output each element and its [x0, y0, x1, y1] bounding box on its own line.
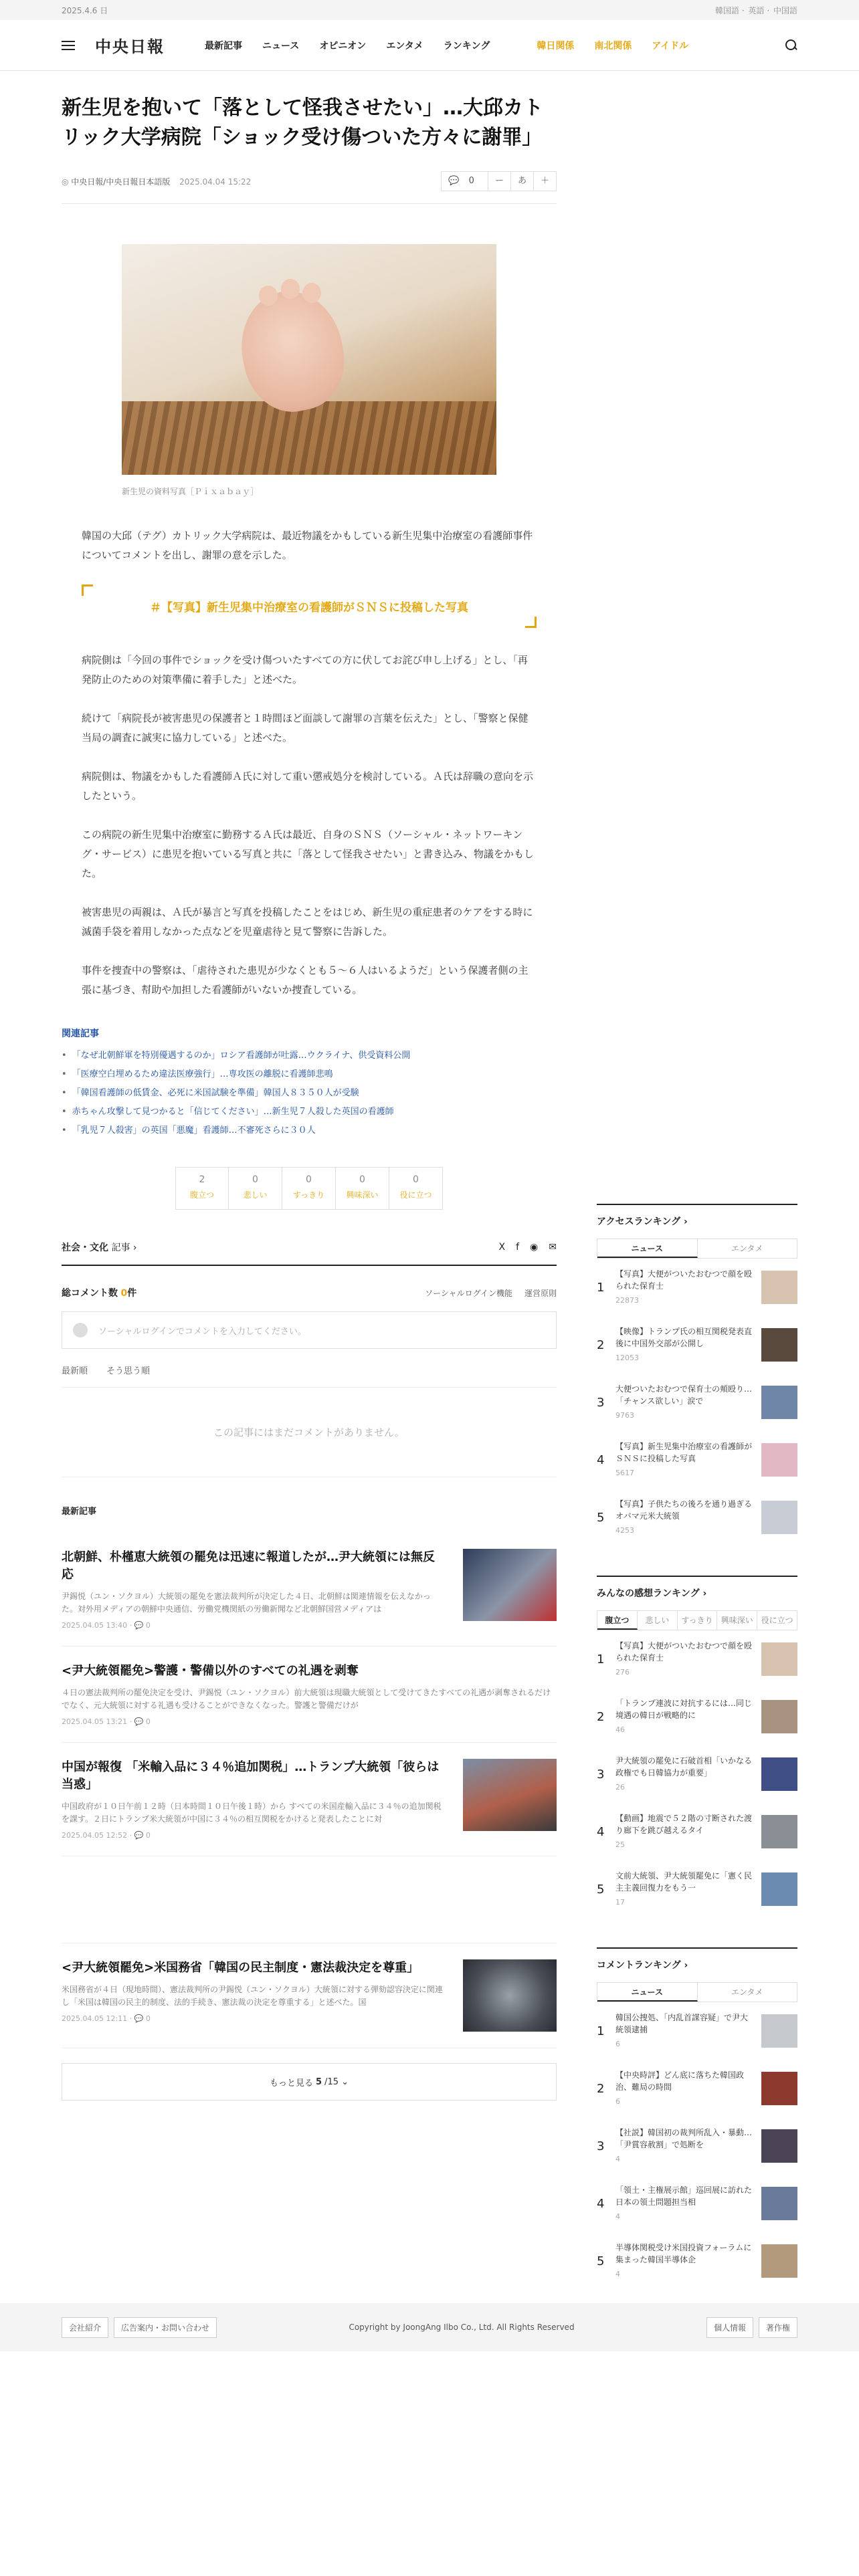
- rank-number: 5: [597, 2254, 605, 2268]
- article-paragraph: 病院側は「今回の事件でショックを受け傷ついたすべての方に伏してお詫び申し上げる」とし、「再発防止のための対策準備に着手した」と述べた。: [82, 654, 528, 685]
- ranking-title: 【写真】大便がついたおむつで顔を殴られた保育士: [615, 1269, 753, 1291]
- latest-list: [62, 1533, 557, 2048]
- copyright: Copyright by JoongAng Ilbo Co., Ltd. All Rights Reserved: [349, 2323, 575, 2332]
- latest-item[interactable]: [62, 1533, 557, 1646]
- menu-icon[interactable]: [62, 41, 75, 50]
- avatar-icon: [73, 1323, 88, 1337]
- ranking-title: 【写真】子供たちの後ろを通り過ぎるオバマ元米大統領: [615, 1499, 753, 1521]
- reaction-relieved[interactable]: [282, 1167, 336, 1210]
- feeling-ranking-title[interactable]: みんなの感想ランキング ›: [597, 1576, 797, 1606]
- ranking-title: 尹大統領の罷免に石破首相「いかなる政権でも日韓協力が重要」: [615, 1756, 753, 1778]
- toe-graphic: [281, 279, 300, 299]
- ranking-count: 6: [615, 2097, 620, 2106]
- reaction-count: 2: [199, 1174, 205, 1185]
- comment-ranking-title[interactable]: コメントランキング ›: [597, 1947, 797, 1978]
- rank-number: 2: [597, 1709, 605, 1724]
- rank-number: 5: [597, 1882, 605, 1897]
- ranking-thumbnail: [761, 1872, 797, 1906]
- nav-idol[interactable]: アイドル: [652, 40, 689, 51]
- lang-chinese[interactable]: 中国語: [773, 5, 797, 15]
- access-ranking-title[interactable]: アクセスランキング ›: [597, 1204, 797, 1235]
- comments-title: 総コメント数: [62, 1288, 118, 1299]
- current-date: 2025.4.6 日: [62, 5, 108, 15]
- tab-news[interactable]: ニュース: [597, 1239, 698, 1258]
- latest-headline[interactable]: <尹大統領罷免>米国務省「韓国の民主制度・憲法裁決定を尊重」: [62, 1961, 419, 1975]
- ranking-count: 4253: [615, 1526, 634, 1535]
- reaction-label: すっきり: [292, 1190, 325, 1200]
- latest-thumbnail[interactable]: [463, 1959, 557, 2032]
- feeling-ranking: [597, 1576, 797, 1918]
- nav-news[interactable]: ニュース: [262, 40, 300, 51]
- comment-input[interactable]: [62, 1311, 557, 1349]
- tab-sad[interactable]: 悲しい: [638, 1611, 678, 1630]
- comment-ranking: [597, 1947, 797, 2290]
- comment-count: 0: [468, 176, 474, 186]
- ranking-text: [615, 1697, 761, 1736]
- latest-item[interactable]: [62, 1743, 557, 1856]
- ranking-count: 4: [615, 2212, 620, 2221]
- rank-number: 1: [597, 2024, 605, 2038]
- tab-entertainment[interactable]: エンタメ: [731, 1244, 763, 1253]
- comments-total: [62, 1286, 136, 1299]
- ranking-text: [615, 1498, 761, 1537]
- latest-headline[interactable]: 中国が報復 「米輸入品に３４％追加関税」…トランプ大統領「彼らは当惑」: [62, 1760, 440, 1792]
- ranking-title: 【動画】地震で５２階の寸断された渡り廊下を跳び越えるタイ: [615, 1814, 753, 1835]
- email-share-icon[interactable]: ✉: [549, 1242, 557, 1253]
- x-share-icon[interactable]: X: [498, 1242, 506, 1253]
- reaction-label: 興味深い: [346, 1190, 379, 1200]
- latest-comment-count: 0: [145, 2014, 151, 2023]
- ranking-title: 文前大統領、尹大統領罷免に「憲く民主主義回復力をもう一: [615, 1871, 753, 1893]
- search-icon[interactable]: [785, 39, 797, 51]
- ranking-text: [615, 1640, 761, 1679]
- ranking-title: 【映像】トランプ氏の相互関税発表直後に中国外交部が公開し: [615, 1327, 753, 1348]
- rank-number: 3: [597, 1767, 605, 1782]
- ranking-text: [615, 2069, 761, 2108]
- related-articles: [62, 1027, 557, 1140]
- category-suffix: 記事 ›: [111, 1243, 137, 1253]
- reaction-interesting[interactable]: [336, 1167, 389, 1210]
- article-paragraph: 韓国の大邱（テグ）カトリック大学病院は、最近物議をかもしている新生児集中治療室の看護師事件についてコメントを出し、謝罪の意を示した。: [82, 530, 533, 561]
- article-headline: 新生児を抱いて「落として怪我させたい」…大邱カトリック大学病院「ショック受け傷ついた方々に謝罪」: [62, 96, 543, 149]
- sort-newest[interactable]: 最新順: [62, 1366, 88, 1376]
- article-paragraph: この病院の新生児集中治療室に勤務するＡ氏は最近、自身のＳＮＳ（ソーシャル・ネットワーキング・サービス）に患児を抱いている写真と共に「落として怪我させたい」と書き込み、物議をかもした。: [82, 829, 534, 879]
- comment-ranking-tabs: [597, 1982, 797, 2002]
- ranking-count: 46: [615, 1725, 625, 1734]
- ranking-title: 大便ついたおむつで保育士の頬殴り…「チャンス欲しい」涙で: [615, 1384, 753, 1406]
- latest-date: 2025.04.05 12:52: [62, 1831, 128, 1840]
- related-title: 関連記事: [62, 1029, 99, 1039]
- ranking-title: 【社説】韓国初の裁判所乱入・暴動…「尹賞容赦割」で処断を: [615, 2128, 753, 2149]
- ranking-count: 6: [615, 2040, 620, 2048]
- ranking-count: 5617: [615, 1469, 634, 1477]
- ranking-thumbnail: [761, 1386, 797, 1419]
- ad-space: [62, 1856, 557, 1943]
- article-paragraph: 病院側は、物議をかもした看護師Ａ氏に対して重い懲戒処分を検討している。Ａ氏は辞職の意向を示したという。: [82, 770, 534, 802]
- nav-korea-japan[interactable]: 韓日関係: [537, 40, 575, 51]
- latest-thumbnail[interactable]: [463, 1759, 557, 1831]
- latest-text: [62, 1759, 443, 1840]
- ranking-title: 「領土・主権展示館」巡回展に訪れた日本の領土問題担当相: [615, 2185, 753, 2207]
- ranking-title: 「トランプ連波に対抗するには…同じ境遇の韓日が戦略的に: [615, 1699, 753, 1720]
- line-share-icon[interactable]: ◉: [530, 1242, 539, 1253]
- article-byline: [62, 171, 557, 204]
- ranking-count: 17: [615, 1898, 625, 1907]
- footer-right-links: [706, 2317, 797, 2338]
- ranking-text: [615, 1870, 761, 1909]
- ranking-thumbnail: [761, 1501, 797, 1534]
- comments-unit: 件: [127, 1288, 137, 1299]
- article-body-continued: [62, 651, 557, 1000]
- ranking-title: 半導体関税受け米国投資フォーラムに集まった韓国半導体企: [615, 2243, 752, 2264]
- reaction-count: 0: [413, 1174, 419, 1185]
- more-page-total: 15: [327, 2076, 339, 2087]
- ranking-thumbnail: [761, 2129, 797, 2163]
- company-info-link[interactable]: 会社紹介: [62, 2317, 108, 2338]
- ranking-title: 【写真】大便がついたおむつで顔を殴られた保育士: [615, 1641, 753, 1662]
- ranking-item[interactable]: [597, 1431, 797, 1489]
- photo-link-quote[interactable]: ＃【写真】新生児集中治療室の看護師がＳＮＳに投稿した写真: [82, 584, 537, 628]
- latest-meta: 2025.04.05 13:40 · 💬 0: [62, 1621, 151, 1630]
- ranking-item[interactable]: [597, 1803, 797, 1860]
- byline-meta: [62, 176, 251, 187]
- ranking-thumbnail: [761, 1642, 797, 1676]
- reaction-count: 0: [252, 1174, 258, 1185]
- nav-north-south[interactable]: 南北関係: [594, 40, 632, 51]
- ranking-thumbnail: [761, 2072, 797, 2105]
- ranking-item[interactable]: [597, 2060, 797, 2117]
- latest-comment-count: 0: [145, 1717, 151, 1726]
- share-buttons: [499, 1242, 557, 1253]
- reaction-label: 腹立つ: [189, 1190, 214, 1200]
- baby-foot-graphic: [231, 282, 354, 420]
- category-bar: [62, 1241, 557, 1266]
- latest-thumbnail[interactable]: [463, 1549, 557, 1621]
- feeling-tabs: [597, 1610, 797, 1630]
- ranking-text: [615, 2242, 761, 2280]
- article-tools: [441, 171, 557, 191]
- ranking-item[interactable]: [597, 1630, 797, 1688]
- facebook-share-icon[interactable]: f: [516, 1242, 520, 1253]
- ranking-text: [615, 2012, 761, 2050]
- top-utility-bar: [0, 0, 859, 20]
- related-link[interactable]: • 「韓国看護師の低賃金、必死に米国試験を準備」韓国人８３５０人が受験: [62, 1084, 557, 1103]
- ranking-title: 【中央時評】どん底に落ちた韓国政治、難局の時間: [615, 2070, 745, 2092]
- related-link[interactable]: • 「なぜ北朝鮮軍を特別優遇するのか」ロシア看護師が吐露…ウクライナ、供受資料公開: [62, 1047, 557, 1065]
- related-link[interactable]: • 赤ちゃん攻撃して見つかると「信じてください」…新生児７人殺した英国の看護師: [62, 1103, 557, 1121]
- lang-korean[interactable]: 韓国語: [715, 5, 740, 15]
- ranking-thumbnail: [761, 1700, 797, 1733]
- nav-entertainment[interactable]: エンタメ: [386, 40, 423, 51]
- latest-headline[interactable]: <尹大統領罷免>警護・警備以外のすべての礼遇を剥奪: [62, 1664, 359, 1678]
- ranking-item[interactable]: [597, 1745, 797, 1803]
- privacy-link[interactable]: 個人情報: [706, 2317, 753, 2338]
- policy-link[interactable]: 運営原則: [524, 1288, 557, 1298]
- rank-number: 1: [597, 1280, 605, 1295]
- ranking-item[interactable]: [597, 2002, 797, 2060]
- latest-summary: ４日の憲法裁判所の罷免決定を受け、尹錫悦（ユン・ソクヨル）前大統領は現職大統領として受けてきたすべての礼遇が剥奪されるだけでなく、元大統領に対する礼遇も受けることができなくなった。警護と警備だけが: [62, 1688, 551, 1710]
- nav-latest[interactable]: 最新記事: [205, 40, 242, 51]
- rank-number: 4: [597, 1824, 605, 1839]
- latest-text: [62, 1662, 557, 1726]
- social-login-link[interactable]: ソーシャルログイン機能: [425, 1288, 512, 1298]
- article-photo-block: [122, 244, 496, 497]
- font-size-label: あ: [511, 172, 534, 191]
- load-more-button[interactable]: もっと見る 5 / 15 ⌄: [62, 2063, 557, 2101]
- latest-summary: 米国務省が４日（現地時間）、憲法裁判所の尹錫悦（ユン・ソクヨル）大統領に対する弾劾認容決定に関連し「米国は韓国の民主的制度、法的手続き、憲法裁の決定を尊重する」と述べた。国: [62, 1985, 443, 2007]
- ranking-count: 4: [615, 2155, 620, 2163]
- toe-graphic: [259, 286, 278, 306]
- latest-meta: 2025.04.05 13:21 · 💬 0: [62, 1717, 151, 1726]
- ranking-thumbnail: [761, 2014, 797, 2048]
- ranking-text: [615, 1325, 761, 1364]
- ranking-thumbnail: [761, 1815, 797, 1848]
- related-link[interactable]: • 「乳児７人殺害」の英国「悪魔」看護師…不審死さらに３０人: [62, 1121, 557, 1140]
- ranking-item[interactable]: [597, 2117, 797, 2175]
- ranking-title: 韓国公捜処、「内乱首謀容疑」で尹大統領逮捕: [615, 2013, 749, 2034]
- reaction-count: 0: [306, 1174, 312, 1185]
- reaction-count: 0: [359, 1174, 365, 1185]
- tab-relieved[interactable]: すっきり: [678, 1611, 718, 1630]
- latest-meta: 2025.04.05 12:11 · 💬 0: [62, 2014, 151, 2023]
- basket-graphic: [122, 401, 496, 475]
- rank-number: 5: [597, 1510, 605, 1525]
- ranking-text: [615, 1268, 761, 1307]
- ranking-item[interactable]: [597, 1259, 797, 1316]
- nav-spacer: [510, 39, 516, 52]
- ranking-count: 276: [615, 1668, 630, 1677]
- access-tabs: [597, 1239, 797, 1259]
- ad-contact-link[interactable]: 広告案内・お問い合わせ: [114, 2317, 217, 2338]
- tab-news[interactable]: ニュース: [597, 1983, 698, 2002]
- reaction-helpful[interactable]: [389, 1167, 443, 1210]
- comment-placeholder: ソーシャルログインでコメントを入力してください。: [98, 1326, 306, 1337]
- reaction-label: 悲しい: [243, 1190, 268, 1200]
- newborn-feet-photo: [122, 244, 496, 475]
- ranking-thumbnail: [761, 1757, 797, 1791]
- latest-headline[interactable]: 北朝鮮、朴槿恵大統領の罷免は迅速に報道したが…尹大統領には無反応: [62, 1550, 435, 1582]
- latest-meta: 2025.04.05 12:52 · 💬 0: [62, 1831, 151, 1840]
- rank-number: 3: [597, 2139, 605, 2153]
- article-paragraph: 事件を捜査中の警察は、「虐待された患児が少なくとも５～６人はいるようだ」という保護者側の主張に基づき、幇助や加担した看護師がいないか捜査している。: [82, 964, 529, 996]
- category-name: 社会・文化: [62, 1243, 108, 1253]
- article-column: [62, 94, 557, 2101]
- ranking-thumbnail: [761, 1271, 797, 1304]
- no-comments-message: この記事にはまだコメントがありません。: [62, 1388, 557, 1477]
- article-paragraph: 被害患児の両親は、Ａ氏が暴言と写真を投稿したことをはじめ、新生児の重症患者のケアをする時に滅菌手袋を着用しなかった点などを児童虐待と見て警察に告訴した。: [82, 906, 533, 938]
- sort-agree[interactable]: そう思う順: [106, 1366, 151, 1376]
- rank-number: 1: [597, 1652, 605, 1667]
- comments-count: 0: [120, 1288, 128, 1299]
- access-ranking: [597, 1204, 797, 1546]
- latest-comment-count: 0: [145, 1831, 151, 1840]
- lang-english[interactable]: 英語: [748, 5, 765, 15]
- ranking-item[interactable]: [597, 1489, 797, 1546]
- nav-opinion[interactable]: オピニオン: [319, 40, 367, 51]
- ranking-count: 22873: [615, 1296, 639, 1305]
- comments-links: [425, 1287, 557, 1299]
- ranking-text: [615, 1440, 761, 1479]
- more-page-current: 5: [316, 2076, 322, 2087]
- toe-graphic: [302, 283, 321, 303]
- article-source: ◎ 中央日報/中央日報日本語版: [62, 177, 170, 187]
- ranking-item[interactable]: [597, 1688, 797, 1745]
- footer-left-links: [62, 2317, 217, 2338]
- latest-comment-count: 0: [145, 1621, 151, 1630]
- reaction-sad[interactable]: [229, 1167, 282, 1210]
- ranking-thumbnail: [761, 1328, 797, 1362]
- ranking-thumbnail: [761, 2244, 797, 2278]
- ranking-thumbnail: [761, 1443, 797, 1477]
- copyright-link[interactable]: 著作権: [759, 2317, 797, 2338]
- ranking-count: 9763: [615, 1411, 634, 1420]
- rank-number: 4: [597, 2196, 605, 2211]
- tab-helpful[interactable]: 役に立つ: [761, 1616, 793, 1625]
- ranking-count: 26: [615, 1783, 625, 1792]
- ranking-count: 12053: [615, 1354, 639, 1362]
- site-footer: [0, 2303, 859, 2351]
- related-link[interactable]: • 「医療空白埋めるため違法医療強行」…専攻医の離脱に看護師悲鳴: [62, 1065, 557, 1084]
- article-body: [62, 526, 557, 565]
- article-date: 2025.04.04 15:22: [179, 177, 252, 187]
- ranking-item[interactable]: [597, 1316, 797, 1374]
- rank-number: 3: [597, 1395, 605, 1410]
- ranking-text: [615, 1755, 761, 1794]
- tab-angry[interactable]: 腹立つ: [597, 1611, 638, 1630]
- ranking-item[interactable]: [597, 2175, 797, 2232]
- latest-text: [62, 1959, 443, 2032]
- latest-summary: 中国政府が１０日午前１２時（日本時間１０日午後１時）から すべての米国産輸入品に３４％の追加関税を課す。２日にトランプ米大統領が中国に３４％の相互関税をかけると発表したことに対: [62, 1802, 442, 1824]
- ranking-item[interactable]: [597, 2232, 797, 2290]
- comments-header: [62, 1286, 557, 1299]
- latest-date: 2025.04.05 12:11: [62, 2014, 128, 2023]
- ranking-text: [615, 1383, 761, 1422]
- font-increase-button[interactable]: ＋: [540, 176, 549, 186]
- ranking-text: [615, 1812, 761, 1851]
- category-link[interactable]: [62, 1241, 137, 1254]
- rank-number: 4: [597, 1453, 605, 1467]
- ranking-item[interactable]: [597, 1860, 797, 1918]
- reaction-label: 役に立つ: [399, 1190, 432, 1200]
- language-links: 韓国語 · 英語 · 中国語: [715, 5, 797, 15]
- nav-links: [205, 39, 688, 52]
- latest-summary: 尹錫悦（ユン・ソクヨル）大統領の罷免を憲法裁判所が決定した４日、北朝鮮は関連情報を伝えなかった。対外用メディアの朝鮮中央通信、労働党機関紙の労働新聞など北朝鮮国営メディアは: [62, 1592, 431, 1614]
- latest-date: 2025.04.05 13:21: [62, 1717, 128, 1726]
- latest-title: 最新記事: [62, 1507, 97, 1517]
- site-logo[interactable]: 中央日報: [95, 37, 165, 56]
- sidebar: [597, 1204, 797, 2319]
- comment-count-button[interactable]: 💬 0: [442, 172, 488, 191]
- ranking-count: 25: [615, 1840, 625, 1849]
- latest-date: 2025.04.05 13:40: [62, 1621, 128, 1630]
- latest-item[interactable]: [62, 1943, 557, 2048]
- ranking-count: 4: [615, 2270, 620, 2278]
- font-decrease-button[interactable]: ー: [488, 172, 511, 191]
- article-paragraph: 続けて「病院長が被害患児の保護者と１時間ほど面談して謝罪の言葉を伝えた」とし、「警察と保健当局の調査に誠実に協力している」と述べた。: [82, 712, 529, 744]
- reaction-buttons: [62, 1167, 557, 1210]
- ranking-text: [615, 2127, 761, 2165]
- ranking-item[interactable]: [597, 1374, 797, 1431]
- main-navigation: [0, 20, 859, 71]
- rank-number: 2: [597, 1337, 605, 1352]
- tab-entertainment[interactable]: エンタメ: [731, 1988, 763, 1997]
- photo-caption: 新生児の資料写真［Ｐｉｘａｂａｙ］: [122, 487, 259, 496]
- reaction-angry[interactable]: [175, 1167, 229, 1210]
- ranking-text: [615, 2184, 761, 2223]
- ranking-title: 【写真】新生児集中治療室の看護師がＳＮＳに投稿した写真: [615, 1442, 753, 1463]
- more-label: もっと見る: [269, 2078, 313, 2088]
- latest-text: [62, 1549, 443, 1630]
- ranking-thumbnail: [761, 2187, 797, 2220]
- rank-number: 2: [597, 2081, 605, 2096]
- tab-interesting[interactable]: 興味深い: [717, 1611, 757, 1630]
- latest-item[interactable]: [62, 1646, 557, 1743]
- comment-sort-tabs: [62, 1364, 557, 1388]
- nav-ranking[interactable]: ランキング: [443, 40, 490, 51]
